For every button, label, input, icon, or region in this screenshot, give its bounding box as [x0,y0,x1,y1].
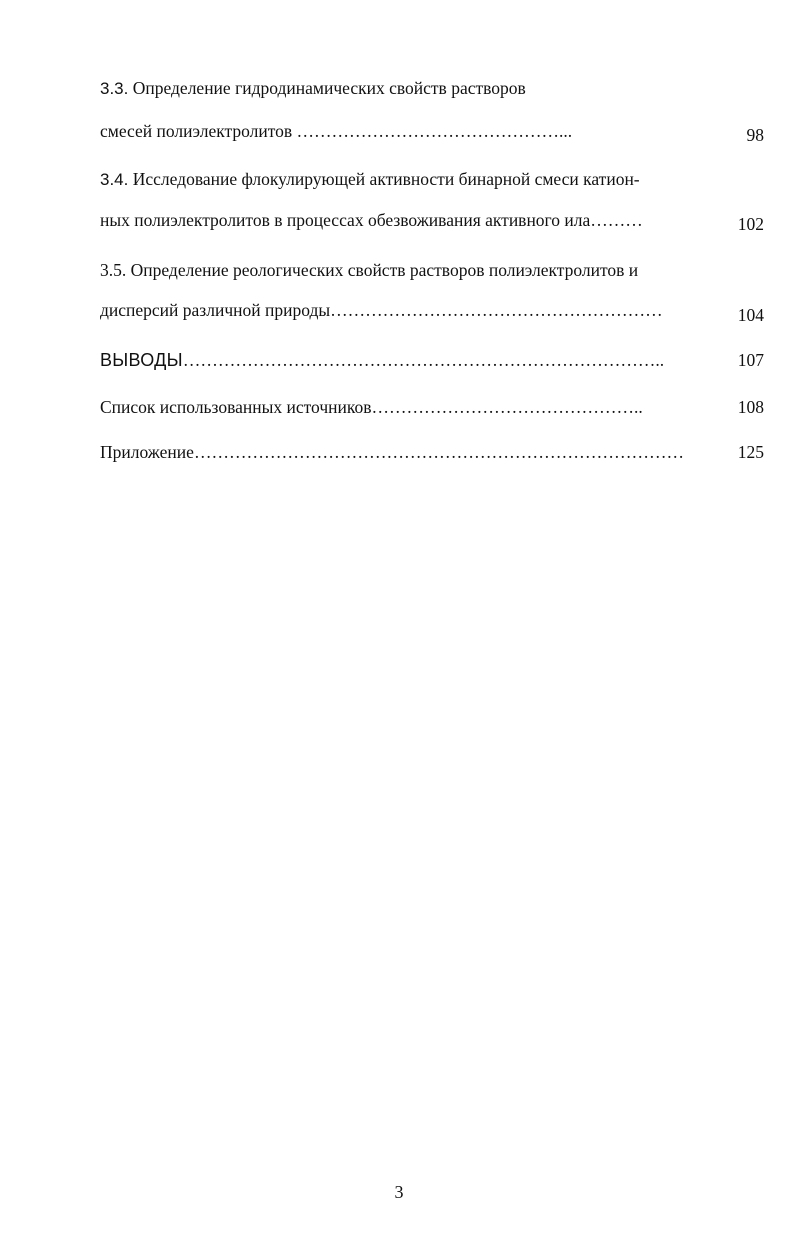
toc-entry-title-cont: дисперсий различной природы………………………………………………… [100,300,663,320]
toc-entry-number: 3.5. [100,260,127,280]
toc-entry-dots: ……………………………………….. [371,397,643,417]
toc-entry-title: ВЫВОДЫ [100,350,183,370]
toc-entry-title-cont: ных полиэлектролитов в процессах обезвоживания активного ила……… [100,210,643,230]
toc-entry-title: Определение реологических свойств растворов полиэлектролитов и [130,260,639,280]
toc-entry-title: Определение гидродинамических свойств растворов [132,78,526,98]
toc-entry-3-5-line2 [100,299,720,321]
toc-entry-number: 3.4. [100,170,129,189]
page-number: 3 [394,1182,404,1202]
toc-entry-title-cont: смесей полиэлектролитов ………………………………………... [100,121,573,141]
toc-entry-dots: ………………………………………………………………………… [193,442,684,462]
toc-entry-3-3-line1 [100,77,720,100]
toc-entry-references-page: 108 [737,397,764,417]
toc-entry-title: Приложение [100,442,194,462]
toc-entry-3-5-page: 104 [737,305,764,325]
toc-entry-dots: ……………………………………………………………………….. [182,350,665,370]
toc-entry-appendix-page: 125 [737,442,764,462]
toc-entry-conclusions [100,349,720,371]
toc-entry-3-4-line2 [100,209,720,231]
toc-entry-3-5-line1 [100,259,720,281]
toc-entry-3-3-page: 98 [746,125,764,145]
toc-entry-references [100,396,720,418]
toc-entry-3-4-page: 102 [737,214,764,234]
toc-entry-number: 3.3. [100,79,129,98]
toc-entry-appendix [100,441,720,463]
toc-entry-title: Список использованных источников [100,397,372,417]
toc-entry-3-3-line2 [100,120,720,142]
toc-entry-conclusions-page: 107 [737,350,764,370]
toc-entry-3-4-line1 [100,168,720,191]
toc-entry-title: Исследование флокулирующей активности бинарной смеси катион- [132,169,640,189]
